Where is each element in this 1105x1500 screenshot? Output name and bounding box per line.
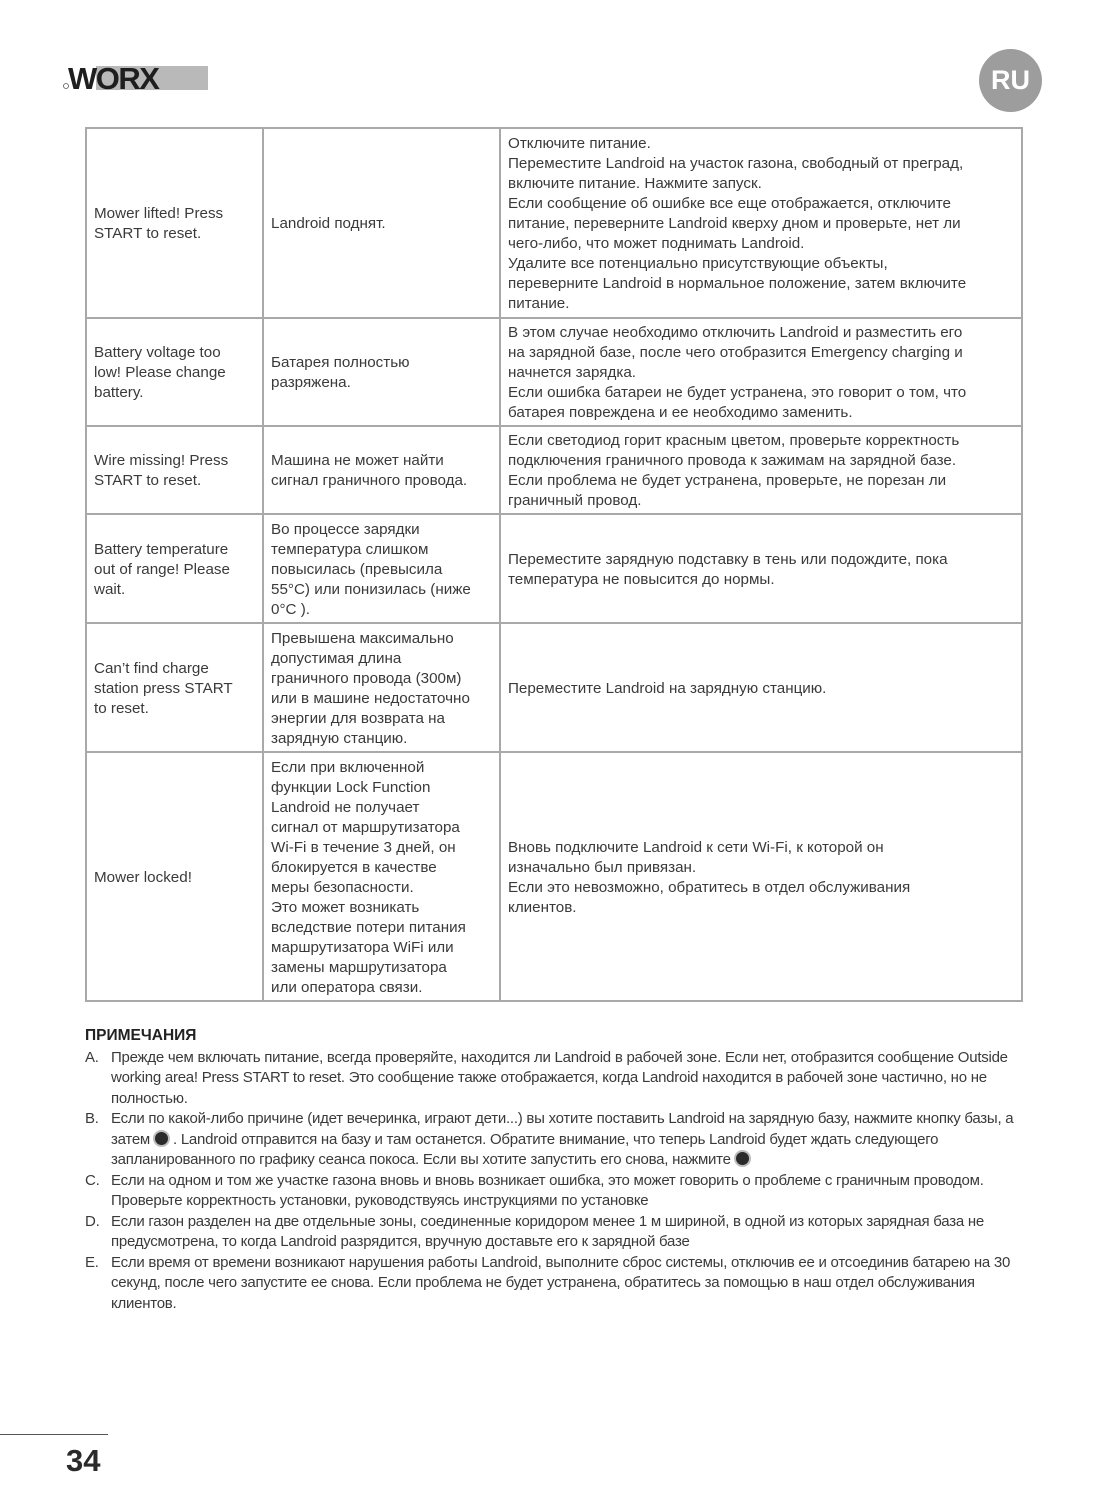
worx-logo	[62, 62, 208, 92]
note-text: . Landroid отправится на базу и там останется. Обратите внимание, что теперь Landroid будет ждать следующего запланированного по графику сеанса покоса. Если вы хотите запустить его снова, нажмите	[111, 1130, 939, 1168]
error-cause-cell: Батарея полностью разряжена.	[263, 318, 500, 426]
table-row	[86, 514, 1022, 623]
start-button-icon	[153, 1130, 170, 1147]
note-letter: A.	[85, 1048, 99, 1066]
error-message-cell: Battery voltage too low! Please change battery.	[86, 318, 263, 426]
notes-section	[85, 1026, 1015, 1314]
note-letter: C.	[85, 1171, 100, 1189]
error-solution-cell: Переместите зарядную подставку в тень или подождите, пока температура не повысится до нормы.	[500, 514, 1022, 623]
note-text: Если по какой-либо причине (идет вечеринка, играют дети...) вы хотите поставить Landroid на зарядную базу, нажмите кнопку базы, а затем	[111, 1110, 1014, 1148]
note-c	[85, 1171, 1015, 1212]
error-message-cell: Mower lifted! Press START to reset.	[86, 128, 263, 318]
note-text: Прежде чем включать питание, всегда проверяйте, находится ли Landroid в рабочей зоне. Если нет, отобразится сообщение Outside working area! Press START to reset. Это сообщение также отображается, когда Landroid находится в рабочей зоне частично, но не полностью.	[111, 1048, 1008, 1107]
note-text: Если на одном и том же участке газона вновь и вновь возникает ошибка, это может говорить о проблеме с граничным проводом. Проверьте корректность установки, руководствуясь инструкциями по установке	[111, 1171, 984, 1209]
note-text: Если газон разделен на две отдельные зоны, соединенные коридором менее 1 м шириной, в одной из которых зарядная база не предусмотрена, то когда Landroid разрядится, вручную доставьте его к зарядной базе	[111, 1212, 984, 1250]
note-letter: D.	[85, 1212, 100, 1230]
note-text: Если время от времени возникают нарушения работы Landroid, выполните сброс системы, отключив ее и отсоединив батарею на 30 секунд, после чего запустите ее снова. Если проблема не будет устранена, обратитесь за помощью в наш отдел обслуживания клиентов.	[111, 1253, 1011, 1312]
error-cause-cell: Превышена максимально допустимая длина граничного провода (300м) или в машине недостаточно энергии для возврата на зарядную станцию.	[263, 623, 500, 752]
error-message-cell: Can’t find charge station press START to reset.	[86, 623, 263, 752]
note-letter: B.	[85, 1110, 99, 1127]
language-badge: RU	[979, 49, 1042, 112]
logo-text: WORX	[68, 62, 159, 92]
notes-title: ПРИМЕЧАНИЯ	[85, 1027, 197, 1044]
start-button-icon	[734, 1150, 751, 1167]
error-solution-cell: Переместите Landroid на зарядную станцию.	[500, 623, 1022, 752]
table-row	[86, 623, 1022, 752]
note-d	[85, 1212, 1015, 1253]
table-row	[86, 426, 1022, 514]
error-solution-cell: Вновь подключите Landroid к сети Wi-Fi, к которой он изначально был привязан. Если это невозможно, обратитесь в отдел обслуживания клиентов.	[500, 752, 1022, 1001]
note-letter: E.	[85, 1253, 99, 1271]
table-row	[86, 752, 1022, 1001]
note-e	[85, 1253, 1015, 1315]
error-solution-cell: Отключите питание. Переместите Landroid на участок газона, свободный от преград, включите питание. Нажмите запуск. Если сообщение об ошибке все еще отображается, отключите питание, переверните Landroid кверху дном и проверьте, нет ли чего-либо, что может поднимать Landroid. Удалите все потенциально присутствующие объекты, переверните Landroid в нормальное положение, затем включите питание.	[500, 128, 1022, 318]
note-a	[85, 1048, 1015, 1110]
footer-divider	[0, 1434, 108, 1435]
table-row	[86, 318, 1022, 426]
table-row	[86, 128, 1022, 318]
note-b	[85, 1109, 1015, 1171]
error-message-cell: Wire missing! Press START to reset.	[86, 426, 263, 514]
error-solution-cell: Если светодиод горит красным цветом, проверьте корректность подключения граничного провода к зажимам на зарядной базе. Если проблема не будет устранена, проверьте, не порезан ли граничный провод.	[500, 426, 1022, 514]
page-number: 34	[66, 1443, 101, 1478]
error-cause-cell: Landroid поднят.	[263, 128, 500, 318]
error-solution-cell: В этом случае необходимо отключить Landroid и разместить его на зарядной базе, после чего отобразится Emergency charging и начнется зарядка. Если ошибка батареи не будет устранена, это говорит о том, что батарея повреждена и ее необходимо заменить.	[500, 318, 1022, 426]
error-table	[85, 127, 1023, 1002]
error-cause-cell: Во процессе зарядки температура слишком повысилась (превысила 55°C) или понизилась (ниже 0°C ).	[263, 514, 500, 623]
error-cause-cell: Если при включенной функции Lock Function Landroid не получает сигнал от маршрутизатора Wi-Fi в течение 3 дней, он блокируется в качестве меры безопасности. Это может возникать вследствие потери питания маршрутизатора WiFi или замены маршрутизатора или оператора связи.	[263, 752, 500, 1001]
error-message-cell: Mower locked!	[86, 752, 263, 1001]
error-cause-cell: Машина не может найти сигнал граничного провода.	[263, 426, 500, 514]
error-message-cell: Battery temperature out of range! Please wait.	[86, 514, 263, 623]
